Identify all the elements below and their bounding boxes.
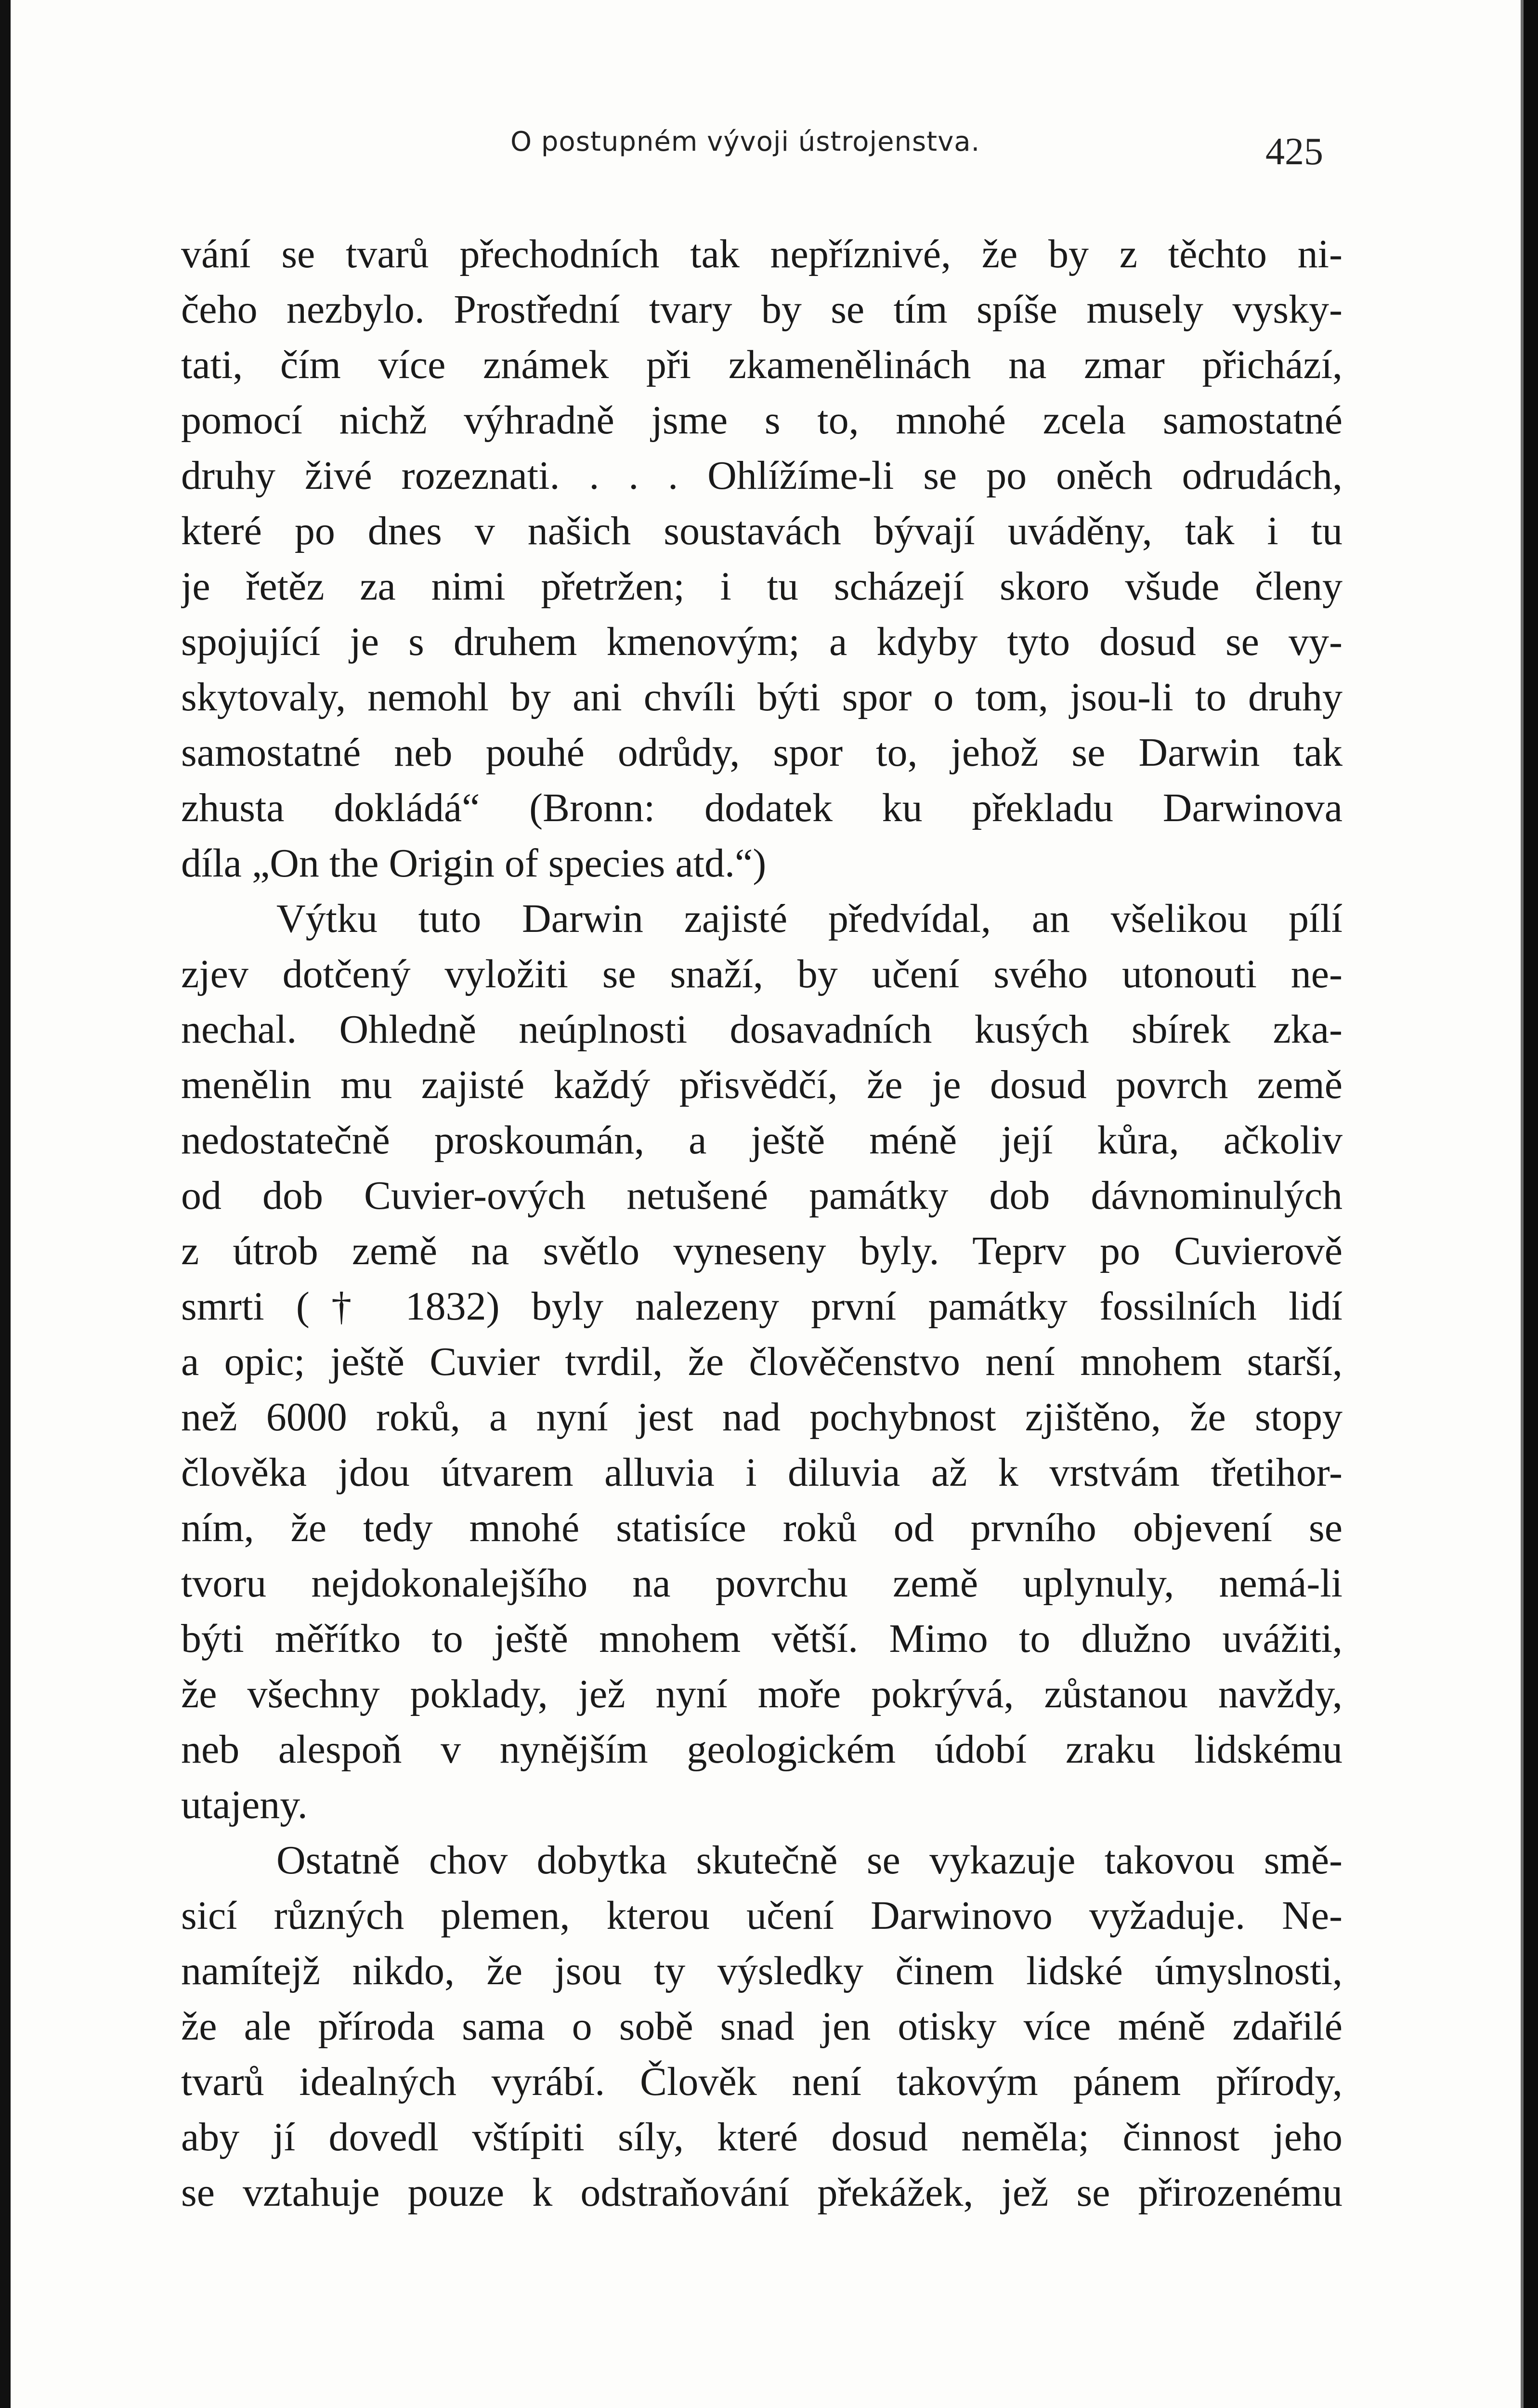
text-line: je řetěz za nimi přetržen; i tu scházejí skoro všude členy: [181, 564, 1342, 609]
text-line: které po dnes v našich soustavách bývají uváděny, tak i tu: [181, 509, 1342, 553]
text-line: tati, čím více známek při zkamenělinách na zmar přichází,: [181, 342, 1342, 387]
body-text: [181, 226, 1342, 2220]
text-line: sicí různých plemen, kterou učení Darwinovo vyžaduje. Ne-: [181, 1893, 1342, 1938]
text-line: menělin mu zajisté každý přisvědčí, že je dosud povrch země: [181, 1062, 1342, 1107]
text-line: zhusta dokládá“ (Bronn: dodatek ku překladu Darwinova: [181, 785, 1342, 830]
text-line: že ale příroda sama o sobě snad jen otisky více méně zdařilé: [181, 2004, 1342, 2049]
text-line: tvarů idealných vyrábí. Člověk není takovým pánem přírody,: [181, 2059, 1342, 2104]
text-line: pomocí nichž výhradně jsme s to, mnohé zcela samostatné: [181, 398, 1342, 443]
paragraph-first-line: Ostatně chov dobytka skutečně se vykazuje takovou smě-: [276, 1838, 1342, 1883]
text-line: utajeny.: [181, 1782, 308, 1827]
text-line: a opic; ještě Cuvier tvrdil, že člověčenstvo není mnohem starší,: [181, 1339, 1342, 1384]
text-line: skytovaly, nemohl by ani chvíli býti spor o tom, jsou-li to druhy: [181, 675, 1342, 720]
text-line: vání se tvarů přechodních tak nepříznivé, že by z těchto ni-: [181, 232, 1342, 276]
text-line: samostatné neb pouhé odrůdy, spor to, jehož se Darwin tak: [181, 730, 1342, 775]
text-line: namítejž nikdo, že jsou ty výsledky činem lidské úmyslnosti,: [181, 1949, 1342, 1993]
text-line: nechal. Ohledně neúplnosti dosavadních kusých sbírek zka-: [181, 1007, 1342, 1052]
text-line: díla „On the Origin of species atd.“): [181, 841, 767, 886]
text-line: od dob Cuvier-ových netušené památky dob dávnominulých: [181, 1173, 1342, 1218]
page-number: 425: [1265, 131, 1323, 173]
text-line: ním, že tedy mnohé statisíce roků od prvního objevení se: [181, 1505, 1342, 1550]
text-line: smrti († 1832) byly nalezeny první památky fossilních lidí: [181, 1284, 1342, 1329]
text-line: neb alespoň v nynějším geologickém údobí zraku lidskému: [181, 1727, 1342, 1772]
paragraph-first-line: Výtku tuto Darwin zajisté předvídal, an všelikou pílí: [276, 896, 1342, 941]
text-line: než 6000 roků, a nyní jest nad pochybnost zjištěno, že stopy: [181, 1395, 1342, 1440]
scan-border-right: [1524, 0, 1538, 2408]
text-line: zjev dotčený vyložiti se snaží, by učení svého utonouti ne-: [181, 952, 1342, 996]
text-line: že všechny poklady, jež nyní moře pokrývá, zůstanou navždy,: [181, 1672, 1342, 1716]
text-line: spojující je s druhem kmenovým; a kdyby tyto dosud se vy-: [181, 619, 1342, 664]
text-line: druhy živé rozeznati. . . . Ohlížíme-li se po oněch odrudách,: [181, 453, 1342, 498]
text-line: člověka jdou útvarem alluvia i diluvia až k vrstvám třetihor-: [181, 1450, 1342, 1495]
text-line: nedostatečně proskoumán, a ještě méně její kůra, ačkoliv: [181, 1118, 1342, 1163]
text-line: aby jí dovedl vštípiti síly, které dosud neměla; činnost jeho: [181, 2115, 1342, 2159]
text-line: čeho nezbylo. Prostřední tvary by se tím spíše musely vysky-: [181, 287, 1342, 332]
text-line: býti měřítko to ještě mnohem větší. Mimo to dlužno uvážiti,: [181, 1616, 1342, 1661]
scan-border-left: [0, 0, 11, 2408]
text-line: z útrob země na světlo vyneseny byly. Teprv po Cuvierově: [181, 1229, 1342, 1273]
text-line: tvoru nejdokonalejšího na povrchu země uplynuly, nemá-li: [181, 1561, 1342, 1606]
text-line: se vztahuje pouze k odstraňování překážek, jež se přirozenému: [181, 2170, 1342, 2215]
running-head: O postupném vývoji ústrojenstva.: [510, 126, 980, 157]
